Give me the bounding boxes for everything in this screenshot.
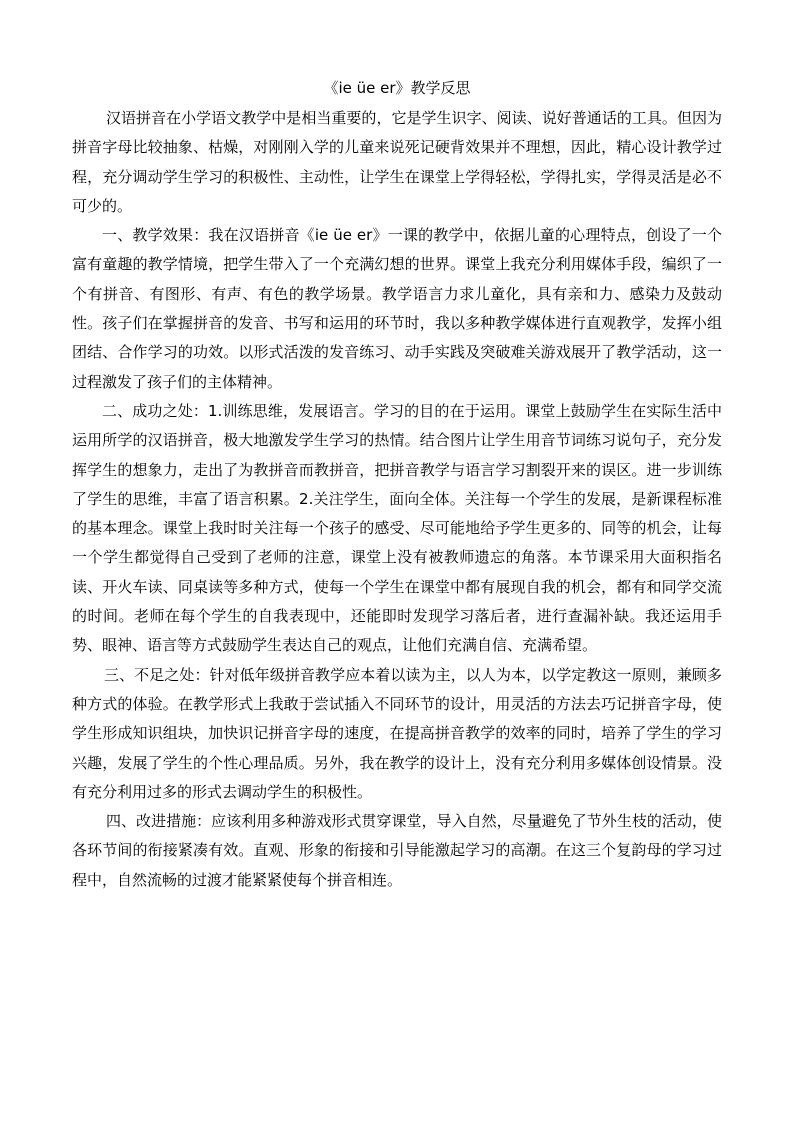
document-body <box>72 76 722 895</box>
paragraph-intro: 汉语拼音在小学语文教学中是相当重要的，它是学生识字、阅读、说好普通话的工具。但因为拼音字母比较抽象、枯燥，对刚刚入学的儿童来说死记硬背效果并不理想，因此，精心设计教学过程，充分调动学生学习的积极性、主动性，让学生在课堂上学得轻松，学得扎实，学得灵活是必不可少的。 <box>72 109 722 215</box>
paragraph-successes: 二、成功之处：1.训练思维，发展语言。学习的目的在于运用。课堂上鼓励学生在实际生活中运用所学的汉语拼音，极大地激发学生学习的热情。结合图片让学生用音节词练习说句子，充分发挥学生的想象力，走出了为教拼音而教拼音，把拼音教学与语言学习割裂开来的误区。进一步训练了学生的思维，丰富了语言积累。2.关注学生，面向全体。关注每一个学生的发展，是新课程标准的基本理念。课堂上我时时关注每一个孩子的感受、尽可能地给予学生更多的、同等的机会，让每一个学生都觉得自己受到了老师的注意，课堂上没有被教师遗忘的角落。本节课采用大面积指名读、开火车读、同桌读等多种方式，使每一个学生在课堂中都有展现自我的机会，都有和同学交流的时间。老师在每个学生的自我表现中，还能即时发现学习落后者，进行查漏补缺。我还运用手势、眼神、语言等方式鼓励学生表达自己的观点，让他们充满自信、充满希望。 <box>72 401 722 655</box>
paragraph-shortcomings: 三、不足之处：针对低年级拼音教学应本着以读为主，以人为本，以学定教这一原则，兼顾多种方式的体验。在教学形式上我敢于尝试插入不同环节的设计，用灵活的方法去巧记拼音字母，使学生形成知识组块，加快识记拼音字母的速度，在提高拼音教学的效率的同时，培养了学生的学习兴趣，发展了学生的个性心理品质。另外，我在教学的设计上，没有充分利用多媒体创设情景。没有充分利用过多的形式去调动学生的积极性。 <box>72 665 722 801</box>
paragraph-teaching-effect: 一、教学效果：我在汉语拼音《ie üe er》一课的教学中，依据儿童的心理特点，创设了一个富有童趣的教学情境，把学生带入了一个充满幻想的世界。课堂上我充分利用媒体手段，编织了一个有拼音、有图形、有声、有色的教学场景。教学语言力求儿童化，具有亲和力、感染力及鼓动性。孩子们在掌握拼音的发音、书写和运用的环节时，我以多种教学媒体进行直观教学，发挥小组团结、合作学习的功效。以形式活泼的发音练习、动手实践及突破难关游戏展开了教学活动，这一过程激发了孩子们的主体精神。 <box>72 226 722 391</box>
paragraph-improvements: 四、改进措施：应该利用多种游戏形式贯穿课堂，导入自然，尽量避免了节外生枝的活动，使各环节间的衔接紧凑有效。直观、形象的衔接和引导能激起学习的高潮。在这三个复韵母的学习过程中，自然流畅的过渡才能紧紧使每个拼音相连。 <box>72 812 722 889</box>
document-title: 《ie üe er》教学反思 <box>323 79 471 97</box>
